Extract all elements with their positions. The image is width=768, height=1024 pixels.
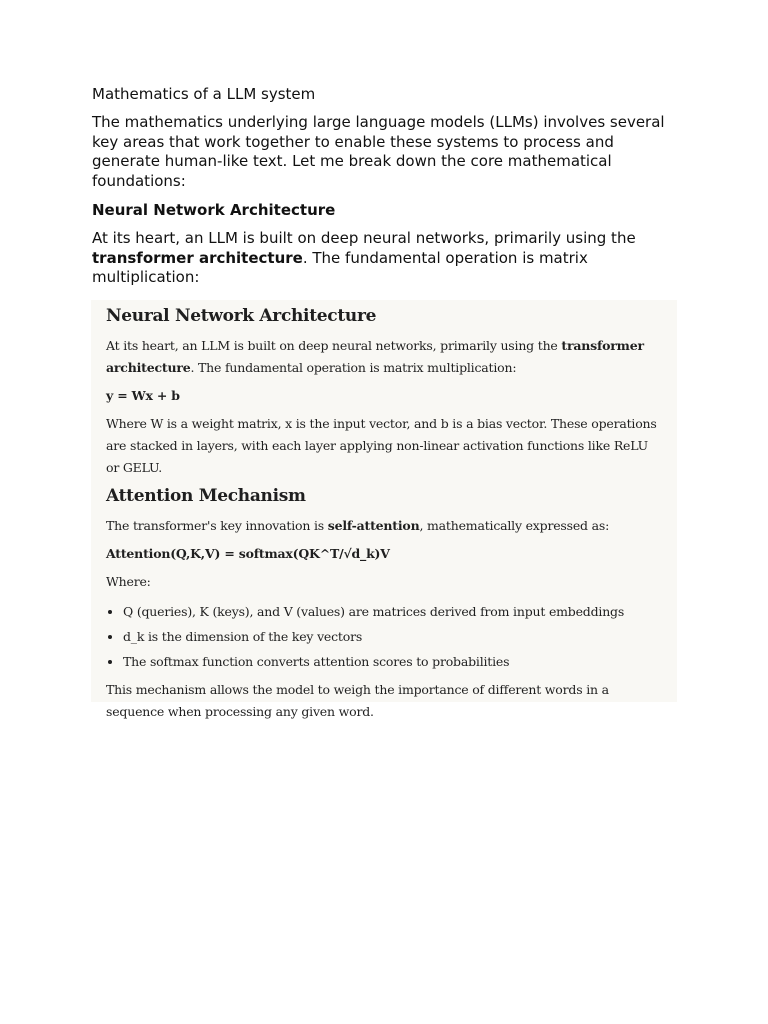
section-paragraph-text-end: . The fundamental operation is matrix multiplication: [92,248,588,286]
embed-paragraph-attention-text: The transformer's key innovation is [106,518,328,533]
embed-paragraph-weights: Where W is a weight matrix, x is the input vector, and b is a bias vector. These operations are stacked in layers, with each layer applying non-linear activation functions like ReLU or GELU. [106,416,657,475]
intro-paragraph: The mathematics underlying large language models (LLMs) involves several key areas that work together to enable these systems to process and generate human-like text. Let me break down the core mathematical foundations: [92,113,665,190]
embed-formula-attention: Attention(Q,K,V) = softmax(QK^T/√d_k)V [106,546,390,561]
embed-paragraph-intro-text: At its heart, an LLM is built on deep neural networks, primarily using the [106,338,562,353]
embed-paragraph-attention-bold: self-attention [327,518,420,533]
document-body [92,84,682,297]
embed-paragraph-attention-end: , mathematically expressed as: [419,518,610,533]
section-paragraph [92,229,682,288]
embed-where-label: Where: [106,574,151,589]
embed-paragraph-conclusion: This mechanism allows the model to weigh the importance of different words in a sequence when processing any given word. [106,682,609,719]
embed-bullet-list [106,599,663,674]
section-paragraph-bold: transformer architecture [92,248,303,267]
embed-heading-neural-network: Neural Network Architecture [106,306,377,326]
embed-paragraph-attention [106,515,663,537]
embed-formula-linear: y = Wx + b [106,388,180,403]
document-title: Mathematics of a LLM system [92,85,316,103]
list-item: • d_k is the dimension of the key vectors [123,624,663,649]
list-item: • The softmax function converts attention scores to probabilities [123,649,663,674]
section-paragraph-text: At its heart, an LLM is built on deep neural networks, primarily using the [92,229,636,247]
embedded-screenshot [91,300,677,719]
section-heading: Neural Network Architecture [92,201,336,219]
embed-paragraph-intro-bold: transformer architecture [106,338,644,375]
embed-heading-attention: Attention Mechanism [106,486,306,506]
embed-paragraph-intro [106,335,663,379]
list-item: • Q (queries), K (keys), and V (values) are matrices derived from input embeddings [123,599,663,624]
embed-paragraph-intro-end: . The fundamental operation is matrix multiplication: [190,360,517,375]
